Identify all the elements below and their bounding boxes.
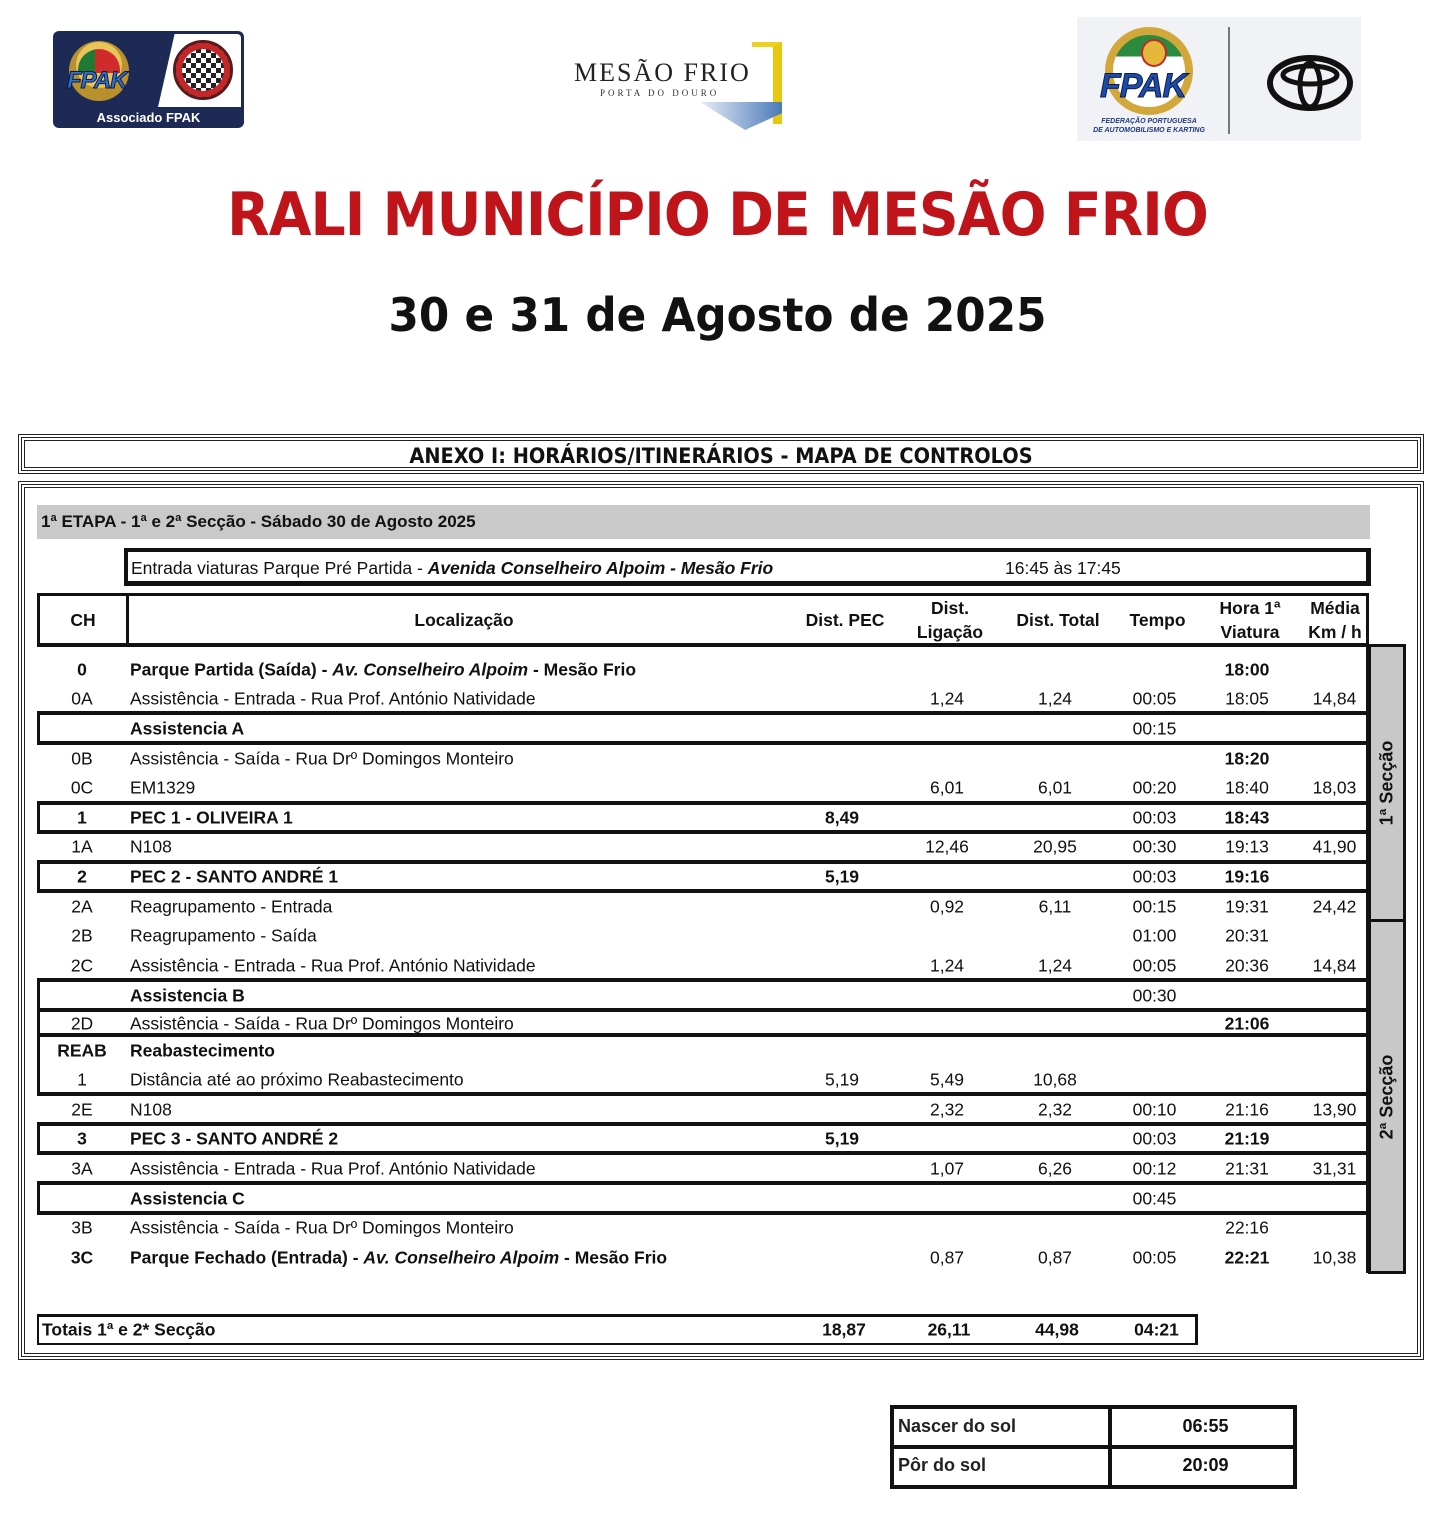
cell-hora: 20:36: [1225, 955, 1269, 975]
pre-start-entry-time: 16:45 às 17:45: [1005, 558, 1121, 578]
cell-hora: 20:31: [1225, 925, 1269, 945]
cell-ch: 0C: [70, 777, 94, 797]
location-text: Assistência - Saída - Rua Drº Domingos Monteiro: [130, 748, 514, 768]
table-row: [37, 1095, 1369, 1124]
municipality-tagline: PORTA DO DOURO: [600, 88, 720, 98]
cell-hora: 21:31: [1225, 1158, 1269, 1178]
header-line: Km / h: [1308, 622, 1362, 642]
pre-start-entry-box: [124, 548, 1371, 586]
event-dates: 30 e 31 de Agosto de 2025: [388, 288, 1047, 342]
row-border: [37, 801, 1369, 805]
cell-ch: REAB: [57, 1040, 107, 1060]
cell-hora: 18:20: [1224, 748, 1270, 768]
etapa-label: 1ª ETAPA - 1ª e 2ª Secção - Sábado 30 de Agosto 2025: [41, 512, 476, 531]
location-text: Assistencia B: [130, 985, 245, 1005]
cell-tot: 6,11: [1038, 896, 1072, 916]
header-dist-pec: Dist. PEC: [805, 610, 885, 630]
municipality-name: MESÃO FRIO: [574, 58, 751, 87]
cell-hora: 19:16: [1224, 866, 1270, 886]
cell-tot: 20,95: [1033, 836, 1077, 856]
sunset-value: 20:09: [1182, 1455, 1229, 1475]
row-border: [37, 1181, 40, 1214]
cell-media: 24,42: [1312, 896, 1357, 916]
cell-hora: 21:06: [1224, 1013, 1270, 1033]
cell-lig: 1,24: [929, 955, 965, 975]
annex-title: ANEXO I: HORÁRIOS/ITINERÁRIOS - MAPA DE CONTROLOS: [409, 444, 1033, 468]
location-town: Mesão Frio: [543, 659, 637, 679]
cell-hora: 18:40: [1225, 777, 1269, 797]
cell-localizacao: [130, 836, 172, 857]
cell-pec: 8,49: [824, 807, 860, 827]
cell-lig: 0,87: [929, 1247, 965, 1267]
header-media: [1294, 596, 1376, 644]
location-text: Assistência - Saída - Rua Drº Domingos Monteiro: [130, 1013, 514, 1033]
cell-tot: 2,32: [1037, 1099, 1073, 1119]
cell-lig: 2,32: [929, 1099, 965, 1119]
table-row: [37, 921, 1369, 950]
row-border: [37, 1211, 1369, 1215]
row-border: [37, 978, 1369, 982]
row-border: [37, 1033, 40, 1095]
separator: -: [316, 659, 333, 679]
cell-tmp: 00:15: [1132, 718, 1177, 738]
location-street: Av. Conselheiro Alpoim: [332, 659, 529, 679]
totals-dist-ligacao: 26,11: [927, 1319, 971, 1340]
table-row: [37, 1213, 1369, 1242]
table-row: [37, 1243, 1369, 1272]
location-text: Assistência - Entrada - Rua Prof. António Natividade: [130, 1158, 536, 1178]
row-border: [37, 830, 1369, 834]
cell-tot: 1,24: [1037, 955, 1073, 975]
sunrise-value: 06:55: [1182, 1416, 1229, 1436]
cell-ch: 0B: [71, 748, 93, 768]
cell-media: 13,90: [1312, 1099, 1357, 1119]
cell-pec: 5,19: [824, 866, 860, 886]
logo-caption: Associado FPAK: [96, 110, 201, 125]
cell-localizacao: [130, 1158, 536, 1179]
fpak-associate-logo: [53, 31, 244, 128]
totals-dist-total: 44,98: [1035, 1319, 1079, 1340]
row-border: [37, 978, 40, 1011]
row-border: [37, 711, 40, 744]
table-row: [37, 981, 1369, 1010]
cell-media: 18,03: [1312, 777, 1357, 797]
location-text: Reagrupamento - Saída: [130, 925, 317, 945]
header-dist-ligacao: [900, 596, 1000, 644]
row-border: [37, 1033, 1369, 1037]
table-row: [37, 832, 1369, 861]
cell-pec: 5,19: [824, 1069, 860, 1089]
table-row: [37, 1124, 1369, 1153]
separator: -: [347, 1247, 364, 1267]
cell-hora: 21:16: [1225, 1099, 1269, 1119]
cell-tmp: 01:00: [1132, 925, 1177, 945]
cell-localizacao: [130, 1217, 514, 1238]
cell-media: 14,84: [1312, 688, 1357, 708]
separator: -: [559, 1247, 575, 1267]
cell-ch: 3C: [70, 1247, 94, 1267]
cell-localizacao: [130, 659, 636, 680]
location-text: Reagrupamento - Entrada: [130, 896, 333, 916]
cell-localizacao: [130, 1247, 667, 1268]
location-text: PEC 3 - SANTO ANDRÉ 2: [130, 1128, 339, 1148]
cell-pec: 5,19: [824, 1128, 860, 1148]
fpak-federation-logo: [1077, 17, 1361, 141]
cell-localizacao: [130, 718, 244, 739]
row-border: [37, 741, 1369, 745]
sunset-label: Pôr do sol: [898, 1455, 987, 1475]
cell-lig: 5,49: [929, 1069, 965, 1089]
row-border: [37, 889, 1369, 893]
cell-localizacao: [130, 1099, 172, 1120]
cell-ch: 1A: [71, 836, 93, 856]
table-row: [37, 1184, 1369, 1213]
cell-tmp: 00:45: [1132, 1188, 1177, 1208]
row-border: [37, 1151, 1369, 1155]
cell-localizacao: [130, 896, 332, 917]
location-text: Assistência - Entrada - Rua Prof. António Natividade: [130, 688, 536, 708]
cell-tot: 10,68: [1033, 1069, 1077, 1089]
location-town: Mesão Frio: [574, 1247, 668, 1267]
header-line: Média: [1310, 598, 1360, 618]
table-row: [37, 655, 1369, 684]
cell-tot: 6,26: [1037, 1158, 1073, 1178]
cell-hora: 18:00: [1224, 659, 1270, 679]
cell-ch: 2C: [70, 955, 94, 975]
cell-localizacao: [130, 1013, 514, 1034]
totals-tempo: 04:21: [1134, 1319, 1179, 1340]
cell-lig: 6,01: [929, 777, 965, 797]
table-row: [37, 773, 1369, 802]
header-tempo: Tempo: [1129, 610, 1186, 630]
location-text: Parque Partida (Saída): [130, 659, 317, 679]
location-street: Av. Conselheiro Alpoim: [363, 1247, 560, 1267]
section-2-bar: [1368, 919, 1406, 1274]
sunrise-label: Nascer do sol: [898, 1416, 1017, 1436]
cell-localizacao: [130, 955, 536, 976]
fpak-wordmark: FPAK: [1100, 67, 1187, 105]
event-title: RALI MUNICÍPIO DE MESÃO FRIO: [227, 180, 1208, 250]
cell-localizacao: [130, 985, 245, 1006]
totals-row: [37, 1314, 1198, 1345]
table-row: [37, 744, 1369, 773]
cell-hora: 19:31: [1225, 896, 1269, 916]
cell-localizacao: [130, 1128, 338, 1149]
row-border: [37, 860, 1369, 864]
location-text: EM1329: [130, 777, 196, 797]
location-text: N108: [130, 1099, 172, 1119]
table-row: [37, 862, 1369, 891]
cell-tmp: 00:05: [1132, 955, 1177, 975]
header-line: Ligação: [916, 622, 984, 642]
location-text: Assistencia C: [130, 1188, 245, 1208]
entry-location: Avenida Conselheiro Alpoim - Mesão Frio: [427, 558, 774, 578]
cell-localizacao: [130, 688, 536, 709]
pre-start-entry-text: [131, 558, 773, 579]
location-text: PEC 2 - SANTO ANDRÉ 1: [130, 866, 339, 886]
table-row: [37, 1036, 1369, 1065]
mesao-frio-logo: [570, 38, 782, 138]
cell-media: 14,84: [1312, 955, 1357, 975]
table-row: [37, 892, 1369, 921]
cell-tmp: 00:03: [1132, 1128, 1177, 1148]
cell-hora: 22:21: [1224, 1247, 1270, 1267]
cell-lig: 12,46: [925, 836, 969, 856]
row-border: [37, 1008, 1369, 1012]
totals-label: Totais 1ª e 2* Secção: [42, 1319, 216, 1340]
cell-tmp: 00:30: [1132, 985, 1177, 1005]
cell-ch: 3: [77, 1128, 87, 1148]
cell-ch: 0A: [71, 688, 93, 708]
cell-tmp: 00:12: [1132, 1158, 1177, 1178]
cell-hora: 22:16: [1225, 1217, 1269, 1237]
cell-ch: 2: [77, 866, 87, 886]
cell-ch: 0: [77, 659, 87, 679]
location-text: Distância até ao próximo Reabastecimento: [130, 1069, 464, 1089]
row-border: [37, 1122, 1369, 1126]
table-row: [37, 684, 1369, 713]
table-row: [37, 803, 1369, 832]
cell-ch: 1: [77, 807, 87, 827]
sun-times-table: [890, 1405, 1297, 1489]
etapa-bar: [37, 505, 1370, 539]
cell-hora: 19:13: [1225, 836, 1269, 856]
header-localizacao: Localização: [414, 610, 514, 630]
location-text: Assistência - Entrada - Rua Prof. António Natividade: [130, 955, 536, 975]
section-1-bar: [1368, 644, 1406, 922]
table-row: [37, 951, 1369, 980]
cell-ch: 3B: [71, 1217, 93, 1237]
fpak-wordmark: FPAK: [67, 67, 127, 94]
cell-tot: 6,01: [1037, 777, 1073, 797]
section-2-label: 2ª Secção: [1376, 1054, 1397, 1139]
row-border: [37, 1092, 1369, 1096]
table-row: [37, 1065, 1369, 1094]
cell-hora: 18:43: [1224, 807, 1270, 827]
logo-swoosh-shape: [700, 102, 782, 130]
cell-lig: 1,07: [929, 1158, 965, 1178]
table-header: [37, 593, 1369, 647]
cell-ch: 3A: [71, 1158, 93, 1178]
cell-media: 31,31: [1312, 1158, 1357, 1178]
header-ch: CH: [70, 610, 96, 630]
cell-media: 41,90: [1312, 836, 1357, 856]
location-text: Reabastecimento: [130, 1040, 275, 1060]
club-badge-icon: [173, 40, 233, 100]
cell-tmp: 00:10: [1132, 1099, 1177, 1119]
cell-localizacao: [130, 925, 317, 946]
cell-localizacao: [130, 1040, 275, 1061]
row-border: [37, 801, 40, 833]
cell-tmp: 00:30: [1132, 836, 1177, 856]
row-border: [37, 711, 1369, 715]
cell-lig: 1,24: [929, 688, 965, 708]
totals-dist-pec: 18,87: [822, 1319, 866, 1340]
toyota-logo-icon: [1267, 55, 1353, 111]
row-border: [37, 1122, 40, 1154]
cell-ch: 2E: [71, 1099, 93, 1119]
cell-media: 10,38: [1312, 1247, 1357, 1267]
separator: -: [528, 659, 544, 679]
cell-tmp: 00:15: [1132, 896, 1177, 916]
cell-tot: 0,87: [1037, 1247, 1073, 1267]
cell-hora: 21:19: [1224, 1128, 1270, 1148]
row-border: [37, 1008, 40, 1036]
fpak-subtitle-line: FEDERAÇÃO PORTUGUESA: [1101, 118, 1197, 125]
cell-tmp: 00:03: [1132, 866, 1177, 886]
cell-localizacao: [130, 1188, 245, 1209]
cell-localizacao: [130, 1069, 464, 1090]
cell-ch: 2B: [71, 925, 93, 945]
cell-tmp: 00:05: [1132, 1247, 1177, 1267]
cell-localizacao: [130, 777, 195, 798]
entry-prefix: Entrada viaturas Parque Pré Partida -: [131, 558, 428, 578]
cell-localizacao: [130, 748, 514, 769]
cell-tot: 1,24: [1037, 688, 1073, 708]
location-text: Parque Fechado (Entrada): [130, 1247, 348, 1267]
location-text: Assistência - Saída - Rua Drº Domingos Monteiro: [130, 1217, 514, 1237]
location-text: Assistencia A: [130, 718, 245, 738]
header-line: Dist.: [931, 598, 969, 618]
cell-tmp: 00:20: [1132, 777, 1177, 797]
row-border: [37, 860, 40, 892]
cell-ch: 1: [77, 1069, 87, 1089]
header-dist-total: Dist. Total: [1016, 610, 1100, 630]
location-text: PEC 1 - OLIVEIRA 1: [130, 807, 293, 827]
header-line: Hora 1ª: [1219, 598, 1281, 618]
cell-lig: 0,92: [929, 896, 965, 916]
cell-hora: 18:05: [1225, 688, 1269, 708]
cell-tmp: 00:05: [1132, 688, 1177, 708]
cell-ch: 2D: [70, 1013, 94, 1033]
logo-divider: [1228, 27, 1230, 134]
table-row: [37, 1154, 1369, 1183]
cell-localizacao: [130, 866, 338, 887]
cell-localizacao: [130, 807, 293, 828]
header-hora: [1208, 596, 1292, 644]
table-row: [37, 714, 1369, 743]
cell-tmp: 00:03: [1132, 807, 1177, 827]
annex-heading-box: [18, 434, 1424, 474]
row-border: [37, 1181, 1369, 1185]
fpak-subtitle: [1089, 117, 1209, 135]
location-text: N108: [130, 836, 172, 856]
section-1-label: 1ª Secção: [1376, 740, 1397, 826]
cell-ch: 2A: [71, 896, 93, 916]
header-line: Viatura: [1220, 622, 1280, 642]
fpak-subtitle-line: DE AUTOMOBILISMO E KARTING: [1093, 127, 1205, 134]
